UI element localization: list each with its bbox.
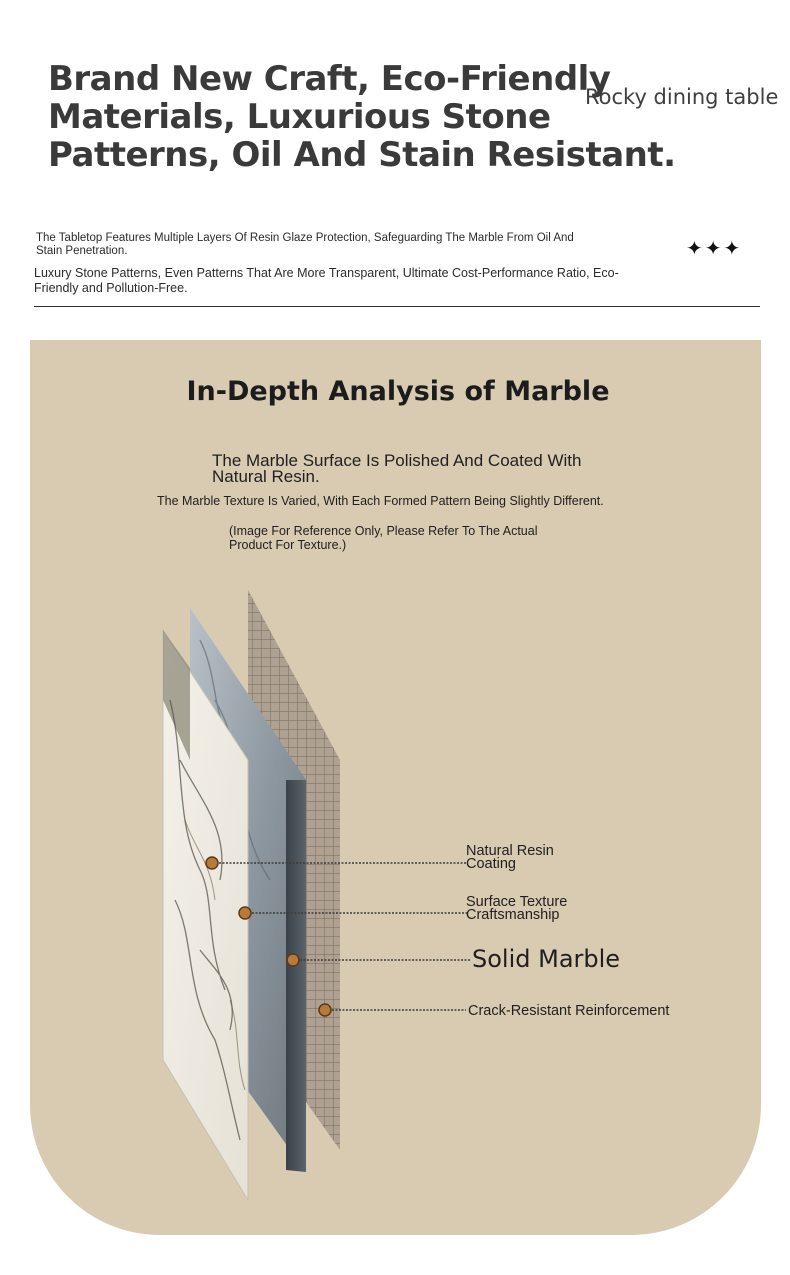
- analysis-title: In-Depth Analysis of Marble: [186, 376, 610, 407]
- texture-text: The Marble Texture Is Varied, With Each Formed Pattern Being Slightly Different.: [157, 494, 604, 508]
- surface-text: The Marble Surface Is Polished And Coated With Natural Resin.: [212, 451, 582, 486]
- pin-solid: [287, 954, 299, 966]
- pin-crack: [319, 1004, 331, 1016]
- solid-marble-edge: [286, 780, 306, 1172]
- label-solid-marble: Solid Marble: [472, 945, 621, 973]
- description-resin-protection: The Tabletop Features Multiple Layers Of Resin Glaze Protection, Safeguarding The Marble From Oil And Stain Penetration.: [36, 232, 574, 257]
- pin-craft: [239, 907, 251, 919]
- pin-resin: [206, 857, 218, 869]
- label-surface-texture-craftsmanship: Surface Texture Craftsmanship: [466, 894, 568, 923]
- label-crack-resistant-reinforcement: Crack-Resistant Reinforcement: [468, 1003, 670, 1019]
- headline: Brand New Craft, Eco-Friendly Materials, Luxurious Stone Patterns, Oil And Stain Resistant.: [48, 59, 676, 175]
- reference-note: (Image For Reference Only, Please Refer To The Actual Product For Texture.): [229, 524, 538, 552]
- sparkle-stars-icon: ✦✦✦: [686, 238, 743, 260]
- brand-tag: Rocky dining table: [585, 85, 779, 109]
- description-stone-patterns: Luxury Stone Patterns, Even Patterns That Are More Transparent, Ultimate Cost-Performance Ratio, Eco-Friendly and Pollution-Free.: [34, 266, 619, 295]
- label-natural-resin-coating: Natural Resin Coating: [466, 843, 554, 872]
